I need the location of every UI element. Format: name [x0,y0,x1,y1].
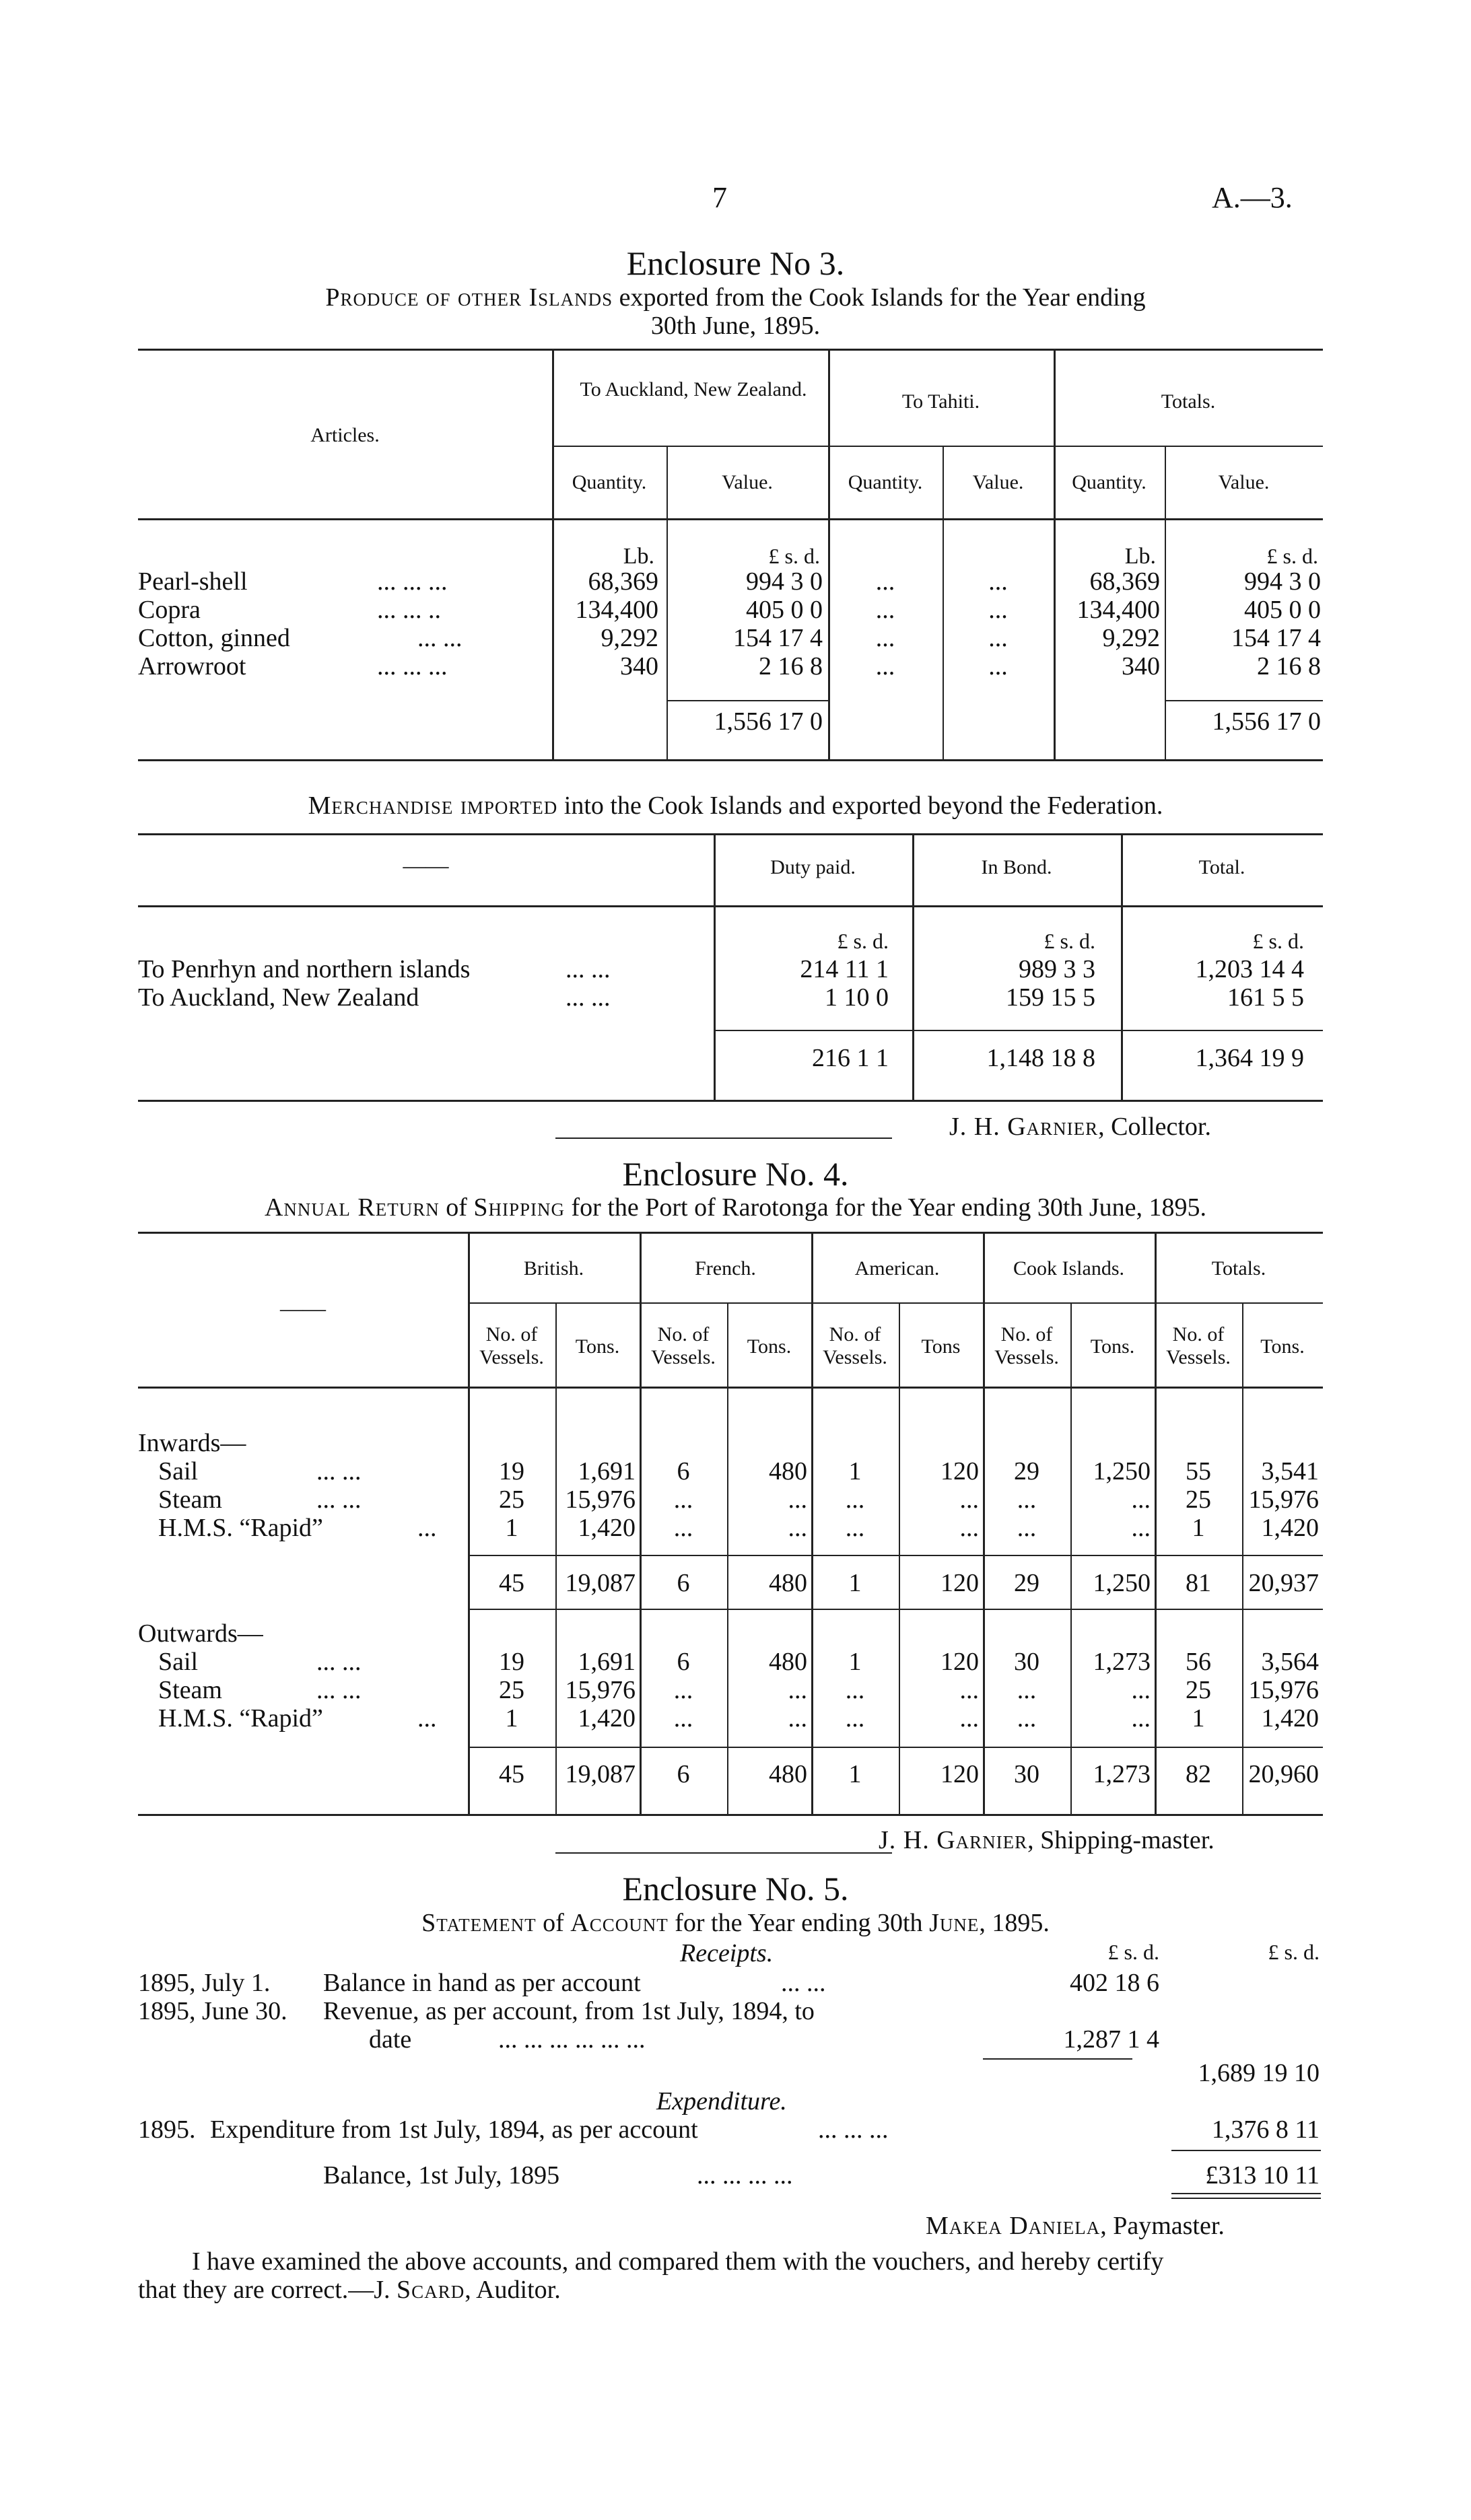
vessel-count: 25 [1186,1676,1211,1704]
sub-vessels: No. of Vessels. [1166,1323,1231,1368]
leader-dots: ... ... ... [377,652,448,680]
sub-quantity: Quantity. [1072,471,1147,493]
leader-dots: ... ... [566,955,611,983]
tonnage-total: 120 [940,1569,979,1597]
vessel-count-total: 1 [848,1760,862,1788]
vessel-count: ... [1017,1704,1037,1733]
sub-tons: Tons. [1090,1335,1135,1358]
tonnage: ... [959,1676,979,1704]
tonnage: ... [1131,1704,1151,1733]
merchandise-title-text: into the Cook Islands and exported beyond the Federation. [557,792,1163,820]
vessel-count: ... [673,1485,693,1514]
tonnage: 1,420 [578,1704,636,1733]
vessel-count-total: 30 [1014,1760,1039,1788]
value: 2 16 8 [759,652,823,680]
vessel-count: 19 [499,1457,524,1485]
subtitle-text: , 1895. [979,1909,1050,1937]
leader-dots: ... [417,1704,437,1733]
duty-value: 1 10 0 [825,983,889,1012]
tonnage: ... [1131,1514,1151,1542]
leader-dots: ... ... [316,1676,362,1704]
total-value: 2 16 8 [1257,652,1321,680]
total-value: 154 17 4 [1231,624,1321,652]
entry-text: Revenue, as per account, from 1st July, 1894, to [323,1997,815,2025]
leader-dots: ... [417,1514,437,1542]
tonnage: 3,564 [1261,1648,1319,1676]
units-totals: £ s. d. [1268,1940,1320,1964]
value: 154 17 4 [733,624,823,652]
vessel-count: 25 [499,1485,524,1514]
tonnage-total: 20,960 [1248,1760,1319,1788]
unit-lb: Lb. [1124,544,1156,569]
vessel-count: 1 [1192,1704,1205,1733]
vessel-count: 1 [848,1648,862,1676]
total-value: 1,203 14 4 [1195,955,1304,983]
col-dash: —— [403,853,449,878]
tonnage: 15,976 [1248,1485,1319,1514]
entry-date: 1895, June 30. [138,1997,287,2025]
units-total: £ s. d. [1252,929,1304,953]
group-british: British. [523,1257,584,1280]
bond-value: 159 15 5 [1006,983,1095,1012]
tonnage: ... [788,1676,807,1704]
tonnage: 120 [940,1648,979,1676]
vessel-count-total: 45 [499,1760,524,1788]
tahiti-value: ... [988,596,1008,624]
leader-dots: ... ... .. [377,596,441,624]
row-label: To Auckland, New Zealand [138,983,419,1012]
col-to-tahiti: To Tahiti. [901,390,980,413]
article-name: Pearl-shell [138,567,248,596]
vessel-count-total: 6 [677,1569,690,1597]
bond-value: 989 3 3 [1019,955,1095,983]
units-bond: £ s. d. [1044,929,1095,953]
tonnage: ... [959,1485,979,1514]
vessel-count: 25 [499,1676,524,1704]
leader-dots: ... ... [566,983,611,1012]
shipping-master-signature [879,1825,1215,1855]
vessel-count: ... [1017,1514,1037,1542]
tonnage: 3,541 [1261,1457,1319,1485]
signature-name: J. H. Garnier [879,1826,1028,1854]
vessel-count: 55 [1186,1457,1211,1485]
amount: 402 18 6 [1070,1969,1159,1997]
tonnage: 1,691 [578,1457,636,1485]
vessel-count-total: 1 [848,1569,862,1597]
sub-value: Value. [722,471,773,493]
tonnage: ... [788,1485,807,1514]
vessel-count: 1 [1192,1514,1205,1542]
row-label: H.M.S. “Rapid” [158,1514,323,1542]
leader-dots: ... ... ... [377,567,448,596]
tonnage: ... [788,1514,807,1542]
col-dash: —— [280,1296,326,1321]
units-duty: £ s. d. [837,929,889,953]
amount: 1,376 8 11 [1211,2115,1320,2144]
quantity: 340 [620,652,658,680]
subtitle-text: for the Year ending 30th [668,1909,930,1937]
total-quantity: 134,400 [1076,596,1160,624]
section-divider [555,1852,892,1854]
value: 994 3 0 [746,567,823,596]
subtitle-text: of [536,1909,571,1937]
quantity: 68,369 [588,567,658,596]
subtitle-text: exported from the Cook Islands for the Year ending [613,283,1146,312]
totals-value-total: 1,556 17 0 [1212,707,1321,736]
tonnage-total: 480 [769,1569,807,1597]
vessel-count-total: 6 [677,1760,690,1788]
vessel-count: ... [673,1514,693,1542]
leader-dots: ... ... [781,1969,826,1997]
signature-title: , Collector. [1098,1113,1211,1141]
entry-text: date [369,2025,412,2054]
sub-value: Value. [1218,471,1270,493]
signature-name: J. H. Garnier [949,1113,1099,1141]
sub-vessels: No. of Vessels. [823,1323,887,1368]
tonnage-total: 20,937 [1248,1569,1319,1597]
vessel-count: ... [673,1676,693,1704]
subtitle-smallcaps: Annual Return [264,1193,440,1222]
tahiti-quantity: ... [875,567,895,596]
page-number: 7 [712,181,727,214]
vessel-count-total: 45 [499,1569,524,1597]
amount: 1,287 1 4 [1063,2025,1159,2054]
enclosure-4-title: Enclosure No. 4. [622,1155,849,1193]
subtitle-text: of [439,1193,474,1222]
tonnage: ... [959,1514,979,1542]
quantity: 9,292 [601,624,658,652]
tonnage: 1,691 [578,1648,636,1676]
duty-sum: 216 1 1 [812,1044,889,1072]
units-receipts: £ s. d. [1107,1940,1159,1964]
vessel-count-total: 29 [1014,1569,1039,1597]
signature-name: Makea Daniela [926,2212,1101,2240]
bond-sum: 1,148 18 8 [986,1044,1095,1072]
row-label: To Penrhyn and northern islands [138,955,471,983]
balance-amount: £313 10 11 [1205,2161,1320,2190]
enclosure-4-subtitle [0,1193,1471,1222]
article-name: Cotton, ginned [138,624,290,652]
group-french: French. [695,1257,756,1280]
sub-tons: Tons [921,1335,961,1358]
subtitle-text: for the Port of Rarotonga for the Year ending 30th June, 1895. [565,1193,1207,1222]
row-label: Sail [158,1457,199,1485]
leader-dots: ... ... ... ... ... ... [498,2025,646,2054]
vessel-count: 25 [1186,1485,1211,1514]
enclosure-3-title: Enclosure No 3. [626,244,845,282]
receipts-heading: Receipts. [680,1939,774,1967]
leader-dots: ... ... ... ... [697,2161,793,2190]
tahiti-quantity: ... [875,596,895,624]
leader-dots: ... ... ... [818,2115,889,2144]
vessel-count: 30 [1014,1648,1039,1676]
duty-value: 214 11 1 [800,955,889,983]
vessel-count: 6 [677,1648,690,1676]
vessel-count: ... [845,1704,865,1733]
merchandise-title-smallcaps: Merchandise imported [308,792,558,820]
vessel-count: ... [845,1485,865,1514]
balance-text: Balance, 1st July, 1895 [323,2161,560,2190]
receipts-total: 1,689 19 10 [1198,2059,1320,2087]
signature-title: , Paymaster. [1100,2212,1225,2240]
col-total: Total. [1198,856,1245,878]
row-label: Sail [158,1648,199,1676]
unit-lb: Lb. [623,544,654,569]
leader-dots: ... ... [417,624,463,652]
vessel-count: 56 [1186,1648,1211,1676]
vessel-count-total: 82 [1186,1760,1211,1788]
vessel-count: 19 [499,1648,524,1676]
entry-text: Balance in hand as per account [323,1969,641,1997]
subtitle-smallcaps: Statement [421,1909,537,1937]
leader-dots: ... ... [316,1485,362,1514]
col-in-bond: In Bond. [981,856,1052,878]
group-american: American. [854,1257,940,1280]
leader-dots: ... ... [316,1457,362,1485]
vessel-count: ... [673,1704,693,1733]
subtitle-smallcaps: Shipping [473,1193,566,1222]
total-value: 994 3 0 [1244,567,1321,596]
entry-date: 1895. [138,2115,196,2144]
tahiti-quantity: ... [875,652,895,680]
group-totals: Totals. [1211,1257,1266,1280]
col-to-auckland: To Auckland, New Zealand. [580,378,807,400]
entry-date: 1895, July 1. [138,1969,271,1997]
expenditure-heading: Expenditure. [656,2087,787,2115]
tonnage-total: 19,087 [565,1569,636,1597]
vessel-count-total: 81 [1186,1569,1211,1597]
vessel-count: ... [845,1514,865,1542]
group-cook-islands: Cook Islands. [1013,1257,1124,1280]
sub-tons: Tons. [575,1335,620,1358]
sub-tons: Tons. [747,1335,792,1358]
tonnage: 15,976 [565,1676,636,1704]
auditor-name: Scard [397,2276,465,2304]
certification-line-1: I have examined the above accounts, and compared them with the vouchers, and hereby certify [192,2247,1164,2276]
subtitle-smallcaps: Produce of other Islands [325,283,613,312]
col-totals: Totals. [1161,390,1216,413]
sub-vessels: No. of Vessels. [479,1323,544,1368]
tonnage: 120 [940,1457,979,1485]
vessel-count: 1 [505,1704,518,1733]
row-label: Steam [158,1676,222,1704]
article-name: Copra [138,596,201,624]
entry-text: Expenditure from 1st July, 1894, as per account [210,2115,698,2144]
sub-value: Value. [972,471,1024,493]
tahiti-value: ... [988,652,1008,680]
article-name: Arrowroot [138,652,246,680]
collector-signature [949,1112,1211,1142]
vessel-count: 1 [848,1457,862,1485]
paymaster-signature [926,2211,1225,2241]
tonnage: 1,420 [578,1514,636,1542]
tonnage: 1,420 [1261,1704,1319,1733]
tonnage: 1,250 [1093,1457,1151,1485]
vessel-count: ... [1017,1676,1037,1704]
col-articles: Articles. [310,424,380,446]
tonnage: ... [1131,1485,1151,1514]
enclosure-5-title: Enclosure No. 5. [622,1870,849,1908]
row-label: Steam [158,1485,222,1514]
total-quantity: 9,292 [1102,624,1160,652]
sub-tons: Tons. [1260,1335,1305,1358]
tonnage: 480 [769,1457,807,1485]
vessel-count: 1 [505,1514,518,1542]
total-value: 405 0 0 [1244,596,1321,624]
enclosure-5-subtitle [0,1908,1471,1938]
certification-text: that they are correct.—J. [138,2276,397,2304]
tonnage-total: 1,273 [1093,1760,1151,1788]
value-total: 1,556 17 0 [714,707,823,736]
quantity: 134,400 [575,596,658,624]
section-divider [555,1138,892,1139]
leader-dots: ... ... [316,1648,362,1676]
tonnage: 1,273 [1093,1648,1151,1676]
total-sum: 1,364 19 9 [1195,1044,1304,1072]
tonnage-total: 120 [940,1760,979,1788]
enclosure-3-subtitle-line2: 30th June, 1895. [650,312,821,340]
tonnage-total: 1,250 [1093,1569,1151,1597]
tonnage-total: 480 [769,1760,807,1788]
sub-quantity: Quantity. [848,471,923,493]
unit-lsd: £ s. d. [768,544,820,568]
row-label: H.M.S. “Rapid” [158,1704,323,1733]
merchandise-title [0,791,1471,820]
subtitle-smallcaps: June [929,1909,980,1937]
inwards-label: Inwards— [138,1429,246,1457]
sub-quantity: Quantity. [572,471,647,493]
vessel-count: ... [845,1676,865,1704]
tonnage: ... [959,1704,979,1733]
tonnage: ... [1131,1676,1151,1704]
tonnage: 15,976 [1248,1676,1319,1704]
tonnage: 15,976 [565,1485,636,1514]
tonnage-total: 19,087 [565,1760,636,1788]
certification-text: , Auditor. [465,2276,561,2304]
tonnage: ... [788,1704,807,1733]
tahiti-value: ... [988,567,1008,596]
value: 405 0 0 [746,596,823,624]
unit-lsd: £ s. d. [1266,544,1318,568]
enclosure-3-subtitle [0,283,1471,312]
vessel-count: 29 [1014,1457,1039,1485]
sub-vessels: No. of Vessels. [994,1323,1059,1368]
vessel-count: 6 [677,1457,690,1485]
tahiti-quantity: ... [875,624,895,652]
subtitle-smallcaps: Account [570,1909,669,1937]
signature-title: , Shipping-master. [1027,1826,1215,1854]
total-quantity: 68,369 [1089,567,1160,596]
col-duty-paid: Duty paid. [770,856,856,878]
total-quantity: 340 [1122,652,1160,680]
outwards-label: Outwards— [138,1619,263,1648]
series-number: A.—3. [1212,181,1293,214]
sub-vessels: No. of Vessels. [651,1323,716,1368]
tahiti-value: ... [988,624,1008,652]
tonnage: 1,420 [1261,1514,1319,1542]
vessel-count: ... [1017,1485,1037,1514]
tonnage: 480 [769,1648,807,1676]
certification-line-2 [138,2275,561,2305]
total-value: 161 5 5 [1227,983,1304,1012]
